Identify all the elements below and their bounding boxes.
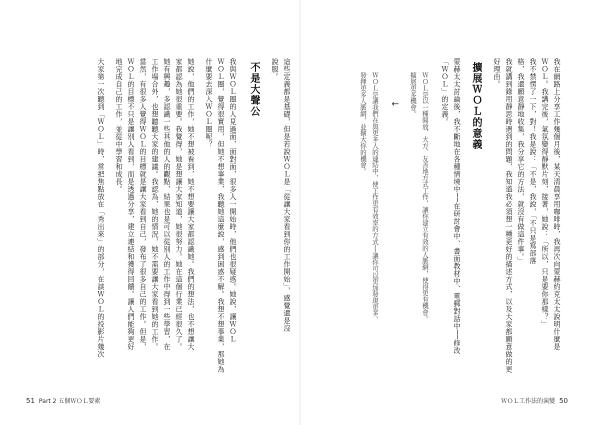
section-heading: 擴展ＷＯＬ的意義 bbox=[470, 62, 481, 150]
body-column: 我與ＷＯＬ圈的人見過面，面對面，很多人一開始時，他們也很疑惑。她說，讓ＷＯＬ bbox=[229, 58, 237, 343]
body-column: 大家第一次聽到「ＷＯＬ」時，常把焦點放在「秀出來」的部分，在談ＷＯＬ的投影片幾次 bbox=[97, 58, 105, 358]
body-column: 蒙赫太太討論後，我不斷地在各種情境中──在研討會中、書面教材中、電郵對話中──修改 bbox=[453, 58, 461, 355]
body-column: 她說，他們的工作，她不想被看到，她不想要讓大家都認識她。我們的想法，也不想讓大 bbox=[187, 58, 195, 351]
body-column: ＷＯＬ的目標不只是讓別人看到，而是透過分享，建立連結和獲得回饋。讓人們能夠更好 bbox=[127, 58, 135, 351]
body-column: 好理由。 bbox=[493, 58, 501, 88]
body-column: 我不禁愣了一下，對！我是說：「不是，我說，「不只是寫部落 bbox=[529, 58, 537, 265]
folio-label: ＷＯＬ工作法的演變 bbox=[501, 398, 556, 405]
definition-quote: ＷＯＬ是以一種開放、大方、友善地方式工作，讓你建立有效的人脈網，使得更有機會。 bbox=[421, 72, 429, 322]
page-number: 50 bbox=[559, 397, 568, 405]
body-column: 工作場合外，也想聽聽大家的建議。我認為，她的情況，她不需要讓大家看到她的工作。 bbox=[151, 58, 159, 351]
body-column: 地完成自己的工作，並從中學習和成長。 bbox=[115, 58, 123, 193]
body-column: ＷＯＬ。我講完後，氣氛變得靜默片刻，接著，她說：「所以，只是要你那樣？」 bbox=[541, 58, 549, 328]
body-column: 當然，有很多人覺得ＷＯＬ的目標就是讓大家看到自己，發布了很多自己的工作。但是， bbox=[139, 58, 147, 351]
body-column: 她有興趣，多認識一些其他的人的觀點，結果也是可以從別人的工作中得到一些學習，在 bbox=[163, 58, 171, 351]
arrow-down-icon: ↓ bbox=[389, 100, 399, 108]
body-column: 這些定義都是基礎，但是若說ＷＯＬ是「從讓大家看到你的工作開始」，感覺還是沒 bbox=[283, 58, 291, 332]
body-column: 我在網路上分享工作幾個月後，某天清晨享用咖啡時，我再次向蒙赫約克太太說明什麼是 bbox=[553, 58, 561, 351]
body-column: 「ＷＯＬ」的定義。 bbox=[441, 58, 449, 126]
body-column: 說服。 bbox=[271, 58, 279, 81]
definition-quote: 擴展更多機會。 bbox=[409, 72, 417, 117]
definition-quote: 發揮更多人脈網，並擴大你的機會。 bbox=[359, 72, 367, 175]
page-folio bbox=[501, 396, 572, 405]
body-column: 家都認為她很重要。我覺得，她是想讓大家知道，她很努力。她在這個行業已經很久了。 bbox=[175, 58, 183, 351]
body-column: 格，我還願意靜地收集，我分享它的方法，就沒有做這件事。」 bbox=[517, 58, 525, 265]
body-column: ＷＯＬ圈，覺得很實用，但她不想事業，我聽她這麼說，感到困惑不解。我想不想事業，那她為 bbox=[217, 58, 225, 373]
right-page bbox=[300, 0, 600, 425]
body-column: 什麼要去深入ＷＯＬ圈呢？ bbox=[205, 58, 213, 148]
folio-label: Part 2 五個ＷＯＬ要素 bbox=[38, 398, 101, 405]
body-column: 我就講到錄用靜思時遇到的問題，我知道我必須想一種更好的描述方式，以及大家都願意做的更 bbox=[505, 58, 513, 373]
page-folio bbox=[22, 396, 100, 405]
page-number: 51 bbox=[26, 397, 35, 405]
definition-quote: ＷＯＬ是讓我們在與更多人的連結中，使工作更有效率的方式──讓你可以更加發現更多、 bbox=[371, 72, 379, 323]
section-heading: 不是大聲公 bbox=[248, 62, 259, 117]
